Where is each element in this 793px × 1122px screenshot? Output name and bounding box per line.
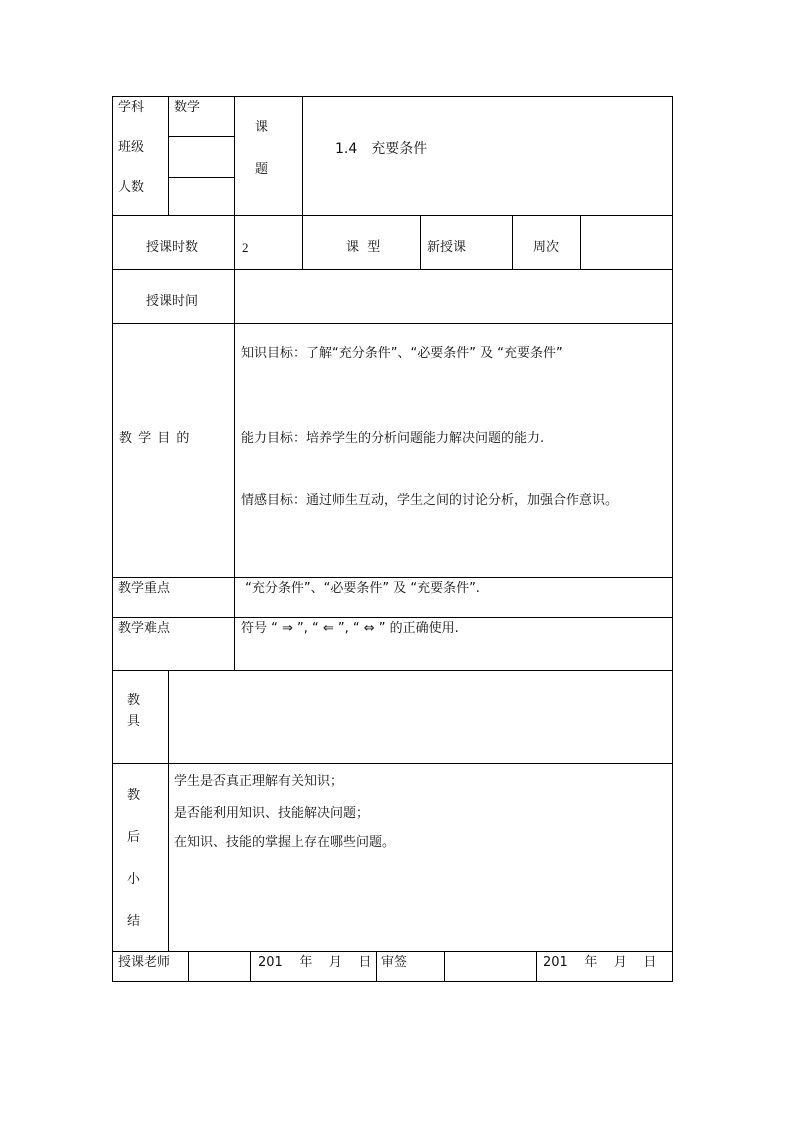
emotion-objective: 情感目标：通过师生互动，学生之间的讨论分析，加强合作意识。	[241, 493, 619, 508]
review-label: 审签	[381, 955, 408, 970]
reflection-line: 是否能利用知识、技能解决问题；	[174, 806, 370, 821]
grid-line	[188, 951, 189, 982]
tools-label-char2: 具	[127, 714, 141, 729]
grid-line	[168, 177, 234, 178]
table-border-left	[112, 96, 113, 982]
reflection-label-char2: 后	[127, 830, 141, 845]
grid-line	[168, 136, 234, 137]
topic-label-char2: 题	[255, 162, 269, 177]
topic-value: 1.4 充要条件	[335, 141, 428, 157]
grid-line	[112, 763, 673, 764]
difficult-points-value: 符号 “ ⇒ ”, “ ⇐ ”, “ ⇔ ” 的正确使用.	[241, 621, 459, 636]
grid-line	[234, 323, 235, 671]
lesson-type-value: 新授课	[427, 240, 467, 255]
subject-value: 数学	[174, 100, 201, 115]
class-label: 班级	[118, 140, 145, 155]
hours-value: 2	[242, 240, 249, 255]
grid-line	[112, 951, 673, 952]
grid-line	[250, 951, 251, 982]
grid-line	[168, 96, 169, 216]
grid-line	[112, 577, 673, 578]
lesson-time-label: 授课时间	[146, 294, 199, 309]
lesson-type-label: 课 型	[346, 240, 381, 255]
review-date: 201 年 月 日	[543, 955, 657, 970]
grid-line	[536, 951, 537, 982]
table-border-top	[112, 96, 673, 97]
key-points-value: “充分条件”、“必要条件” 及 “充要条件”.	[241, 581, 480, 596]
reflection-line: 在知识、技能的掌握上存在哪些问题。	[174, 835, 396, 850]
subject-label: 学科	[118, 100, 145, 115]
difficult-points-label: 教学难点	[118, 621, 171, 636]
tools-label-char1: 教	[127, 693, 141, 708]
teacher-date: 201 年 月 日	[258, 955, 372, 970]
grid-line	[112, 215, 673, 216]
table-border-bottom	[112, 981, 673, 982]
topic-label-char1: 课	[255, 120, 269, 135]
grid-line	[376, 951, 377, 982]
ability-objective: 能力目标：培养学生的分析问题能力解决问题的能力.	[241, 431, 545, 446]
grid-line	[234, 96, 235, 324]
grid-line	[168, 670, 169, 952]
week-label: 周次	[533, 240, 560, 255]
grid-line	[580, 215, 581, 270]
knowledge-objective: 知识目标：了解“充分条件”、“必要条件” 及 “充要条件”	[241, 346, 563, 361]
grid-line	[302, 96, 303, 270]
grid-line	[420, 215, 421, 270]
grid-line	[112, 269, 673, 270]
reflection-line: 学生是否真正理解有关知识；	[174, 774, 344, 789]
reflection-label-char3: 小	[127, 872, 141, 887]
count-label: 人数	[118, 180, 145, 195]
grid-line	[512, 215, 513, 270]
objectives-label: 教 学 目 的	[119, 431, 191, 446]
teacher-label: 授课老师	[118, 955, 171, 970]
grid-line	[112, 323, 673, 324]
grid-line	[112, 670, 673, 671]
table-border-right	[672, 96, 673, 982]
reflection-label-char1: 教	[127, 788, 141, 803]
grid-line	[444, 951, 445, 982]
hours-label: 授课时数	[146, 240, 199, 255]
grid-line	[112, 617, 673, 618]
reflection-label-char4: 结	[127, 914, 141, 929]
key-points-label: 教学重点	[118, 581, 171, 596]
